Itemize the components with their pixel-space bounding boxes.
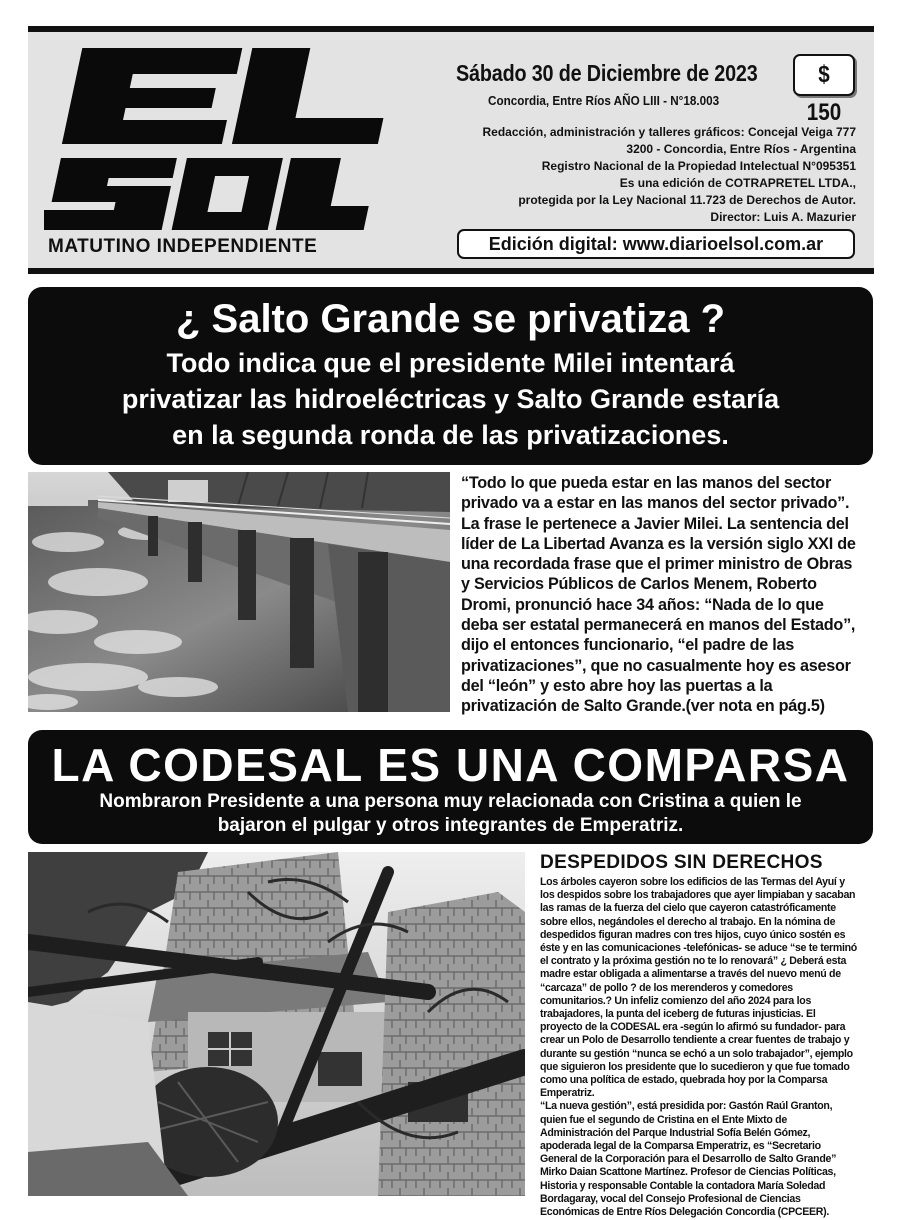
tagline: MATUTINO INDEPENDIENTE <box>48 236 318 257</box>
lead-story-line: líder de La Libertad Avanza es la versión siglo XXI de <box>461 534 856 553</box>
story-line: Bordagaray, vocal del Consejo Profesional de Ciencias <box>540 1192 801 1205</box>
story-line: Administración del Parque Industrial Sofía Belén Gómez, <box>540 1126 811 1139</box>
story-line: las ramas de la fuerza del cielo que cayeron catastróficamente <box>540 902 836 915</box>
story-line: proyecto de la CODESAL era -según lo afirmó su fundador- para <box>540 1021 846 1034</box>
second-headline-box <box>28 730 873 844</box>
story-line: comunitarios.? Un infeliz comienzo del año 2024 para los <box>540 994 812 1007</box>
story-line: que siguieron los presidente que lo sucedieron y que fue tomado <box>540 1060 850 1073</box>
subheadline-line: en la segunda ronda de las privatizaciones. <box>172 420 729 450</box>
story-line: Los árboles cayeron sobre los edificios de las Termas del Ayuí y <box>540 876 845 888</box>
credit-line: protegida por la Ley Nacional 11.723 de Derechos de Autor. <box>518 193 856 207</box>
story-line: Emperatriz. <box>540 1087 595 1100</box>
story-line: los despidos sobre los trabajadores que ayer limpiaban y sacaban <box>540 889 856 902</box>
lead-story-line: y Servicios Públicos de Carlos Menem, Roberto <box>461 575 817 594</box>
story-line: el contrato y la próxima gestión no te lo renovará” ¿ Deberá esta <box>540 955 847 968</box>
story-line: sobre ellos, negándoles el derecho al trabajo. En la nómina de <box>540 915 836 928</box>
story-line: General de la Corporación para el Desarrollo de Salto Grande” <box>540 1153 837 1166</box>
second-headline: LA CODESAL ES UNA COMPARSA <box>51 739 850 791</box>
lead-story-line: privado va a estar en las manos del sector privado”. <box>461 494 850 513</box>
story-line: trabajadores, la punta del iceberg de futuras injusticias. El <box>540 1008 816 1021</box>
credit-line: Director: Luis A. Mazurier <box>710 210 856 224</box>
lead-story-line: deba ser estatal permanecerá en manos del Estado”, <box>461 616 856 635</box>
main-subheadline <box>28 345 873 453</box>
story-line: madre estar obligada a alimentarse a través del nuevo menú de <box>540 968 841 981</box>
lead-story-line: privatización de Salto Grande.(ver nota en pág.5) <box>461 697 825 716</box>
story-line: crear un Polo de Desarrollo tendiente a crear fuentes de trabajo y <box>540 1034 850 1047</box>
subheadline-line: Nombraron Presidente a una persona muy relacionada con Cristina a quien le <box>99 791 802 812</box>
lead-story-line: dijo el entonces funcionario, “el padre de las <box>461 636 795 655</box>
second-story-text <box>540 876 876 1219</box>
credit-line: Redacción, administración y talleres gráficos: Concejal Veiga 777 <box>482 125 856 139</box>
second-story-title: DESPEDIDOS SIN DERECHOS <box>540 851 823 873</box>
second-subheadline <box>28 790 873 838</box>
price-tag <box>793 54 855 126</box>
issue-date: Sábado 30 de Diciembre de 2023 <box>456 60 758 86</box>
subheadline-line: bajaron el pulgar y otros integrantes de Emperatriz. <box>217 815 684 836</box>
credit-line: Registro Nacional de la Propiedad Intelectual N°095351 <box>541 159 856 173</box>
subheadline-line: Todo indica que el presidente Milei intentará <box>166 348 735 378</box>
credit-line: Es una edición de COTRAPRETEL LTDA., <box>619 176 856 190</box>
lead-story-line: Dromi, pronunció hace 34 años: “Nada de lo que <box>461 595 824 614</box>
lead-story-line: La frase le pertenece a Javier Milei. La sentencia del <box>461 514 849 533</box>
story-line: éste y en las comunicaciones -telefónicas- se aduce “se te terminó <box>540 942 857 955</box>
story-line: Historia y responsable Contable la contadora María Soledad <box>540 1179 826 1192</box>
story-line: despedidos figuran madres con tres hijos, cuyo único sostén es <box>540 928 846 941</box>
story-line: como una política de estado, quebrada hoy por la Comparsa <box>540 1074 828 1087</box>
subheadline-line: privatizar las hidroeléctricas y Salto Grande estaría <box>121 384 780 414</box>
price-value: $ 150 <box>806 61 842 126</box>
story-line: “La nueva gestión”, está presidida por: Gastón Raúl Granton, <box>540 1100 833 1113</box>
story-line: Mirko Daian Scattone Martínez. Profesor de Ciencias Políticas, <box>540 1166 836 1179</box>
story-line: durante su gestión “nunca se echó a un solo trabajador”, ejemplo <box>540 1047 853 1060</box>
story-line: “carcaza” de pollo ? de los merenderos y comedores <box>540 981 793 994</box>
masthead-bottom-rule <box>28 268 874 274</box>
el-sol-logo <box>44 40 392 234</box>
lead-story-line: una recordada frase que el primer ministro de Obras <box>461 555 853 574</box>
main-headline-box <box>28 287 873 465</box>
lead-story-line: “Todo lo que pueda estar en las manos del sector <box>461 474 831 492</box>
lead-story-line: privatizaciones”, que no casualmente hoy es asesor <box>461 656 851 675</box>
story-line: quien fue el segundo de Cristina en el Ente Mixto de <box>540 1113 787 1126</box>
story-line: apoderada legal de la Comparsa Emperatriz, es “Secretario <box>540 1140 821 1153</box>
fallen-trees-photo <box>28 852 525 1196</box>
lead-story-text <box>461 473 874 717</box>
credit-line: 3200 - Concordia, Entre Ríos - Argentina <box>626 142 856 156</box>
digital-edition-link[interactable]: Edición digital: www.diarioelsol.com.ar <box>457 229 855 259</box>
main-headline: ¿ Salto Grande se privatiza ? <box>175 297 726 341</box>
salto-grande-dam-photo <box>28 472 450 712</box>
lead-story-line: del “león” y esto abre hoy las puertas a la <box>461 676 773 695</box>
story-line: Económicas de Entre Ríos Delegación Concordia (CPCEER). <box>540 1206 830 1219</box>
edition-line: Concordia, Entre Ríos AÑO LIII - N°18.003 <box>488 93 720 108</box>
publisher-credits <box>483 124 856 226</box>
